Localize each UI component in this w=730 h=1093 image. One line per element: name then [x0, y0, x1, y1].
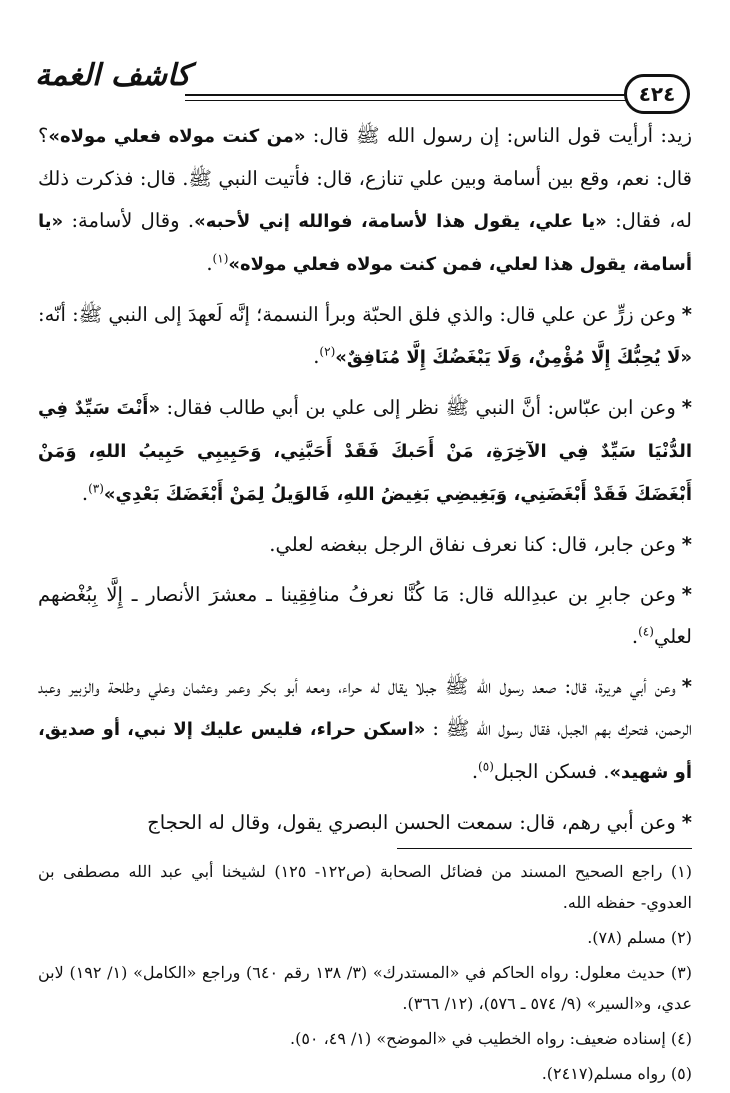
text-span: وعن أبي هريرة، قال: صعد رسول الله ﷺ جبلا يقال له حراء، ومعه أبو بكر وعمر وعثمان وعلي وطلحة والزبير وعبد الرحمن، فتحرك بهم الجبل، فقال رسول الله ﷺ : [38, 675, 692, 740]
footnote-ref: (٤) [638, 624, 654, 639]
asterisk-icon: * [681, 396, 692, 419]
footnote: (٢) مسلم (٧٨). [587, 928, 692, 947]
hadith-quote: «يا أسامة، يقول هذا لعلي، فمن كنت مولاه فعلي مولاه» [38, 211, 692, 275]
page-number: ٤٢٤ [624, 74, 690, 114]
hadith-quote: «اسكن حراء، فليس عليك إلا نبي، أو صديق، أو شهيد» [38, 719, 692, 783]
text-span: وعن ابن عبّاس: أنَّ النبي ﷺ نظر إلى علي بن أبي طالب فقال: [160, 396, 676, 419]
paragraph [38, 524, 692, 566]
text-span: . فسكن الجبل [493, 760, 610, 783]
text-span: . [471, 760, 479, 783]
text-span: . [81, 482, 89, 505]
page-header [35, 56, 690, 106]
paragraph [38, 387, 692, 516]
paragraph [38, 666, 692, 794]
paragraph [38, 802, 692, 844]
footnote-ref: (٥) [478, 759, 494, 774]
book-title: كاشف الغمة [35, 58, 191, 93]
hadith-quote: «أَنْتَ سَيِّدٌ فِي الدُّنْيَا سَيِّدٌ فِي الآخِرَةِ، مَنْ أَحَبكَ فَقَدْ أَحَبَّنِي، وَحَبِيبِي حَبِيبُ اللهِ، وَمَنْ أَبْغَضَكَ فَقَدْ أَبْغَضَنِي، وَبَغِيضِي بَغِيضُ اللهِ، فَالوَيلُ لِمَنْ أَبْغَضَكَ بَعْدِي» [38, 398, 692, 505]
text-span: ؟ قال: نعم، وقع بين أسامة وبين علي تنازع، قال: فأتيت النبي ﷺ. قال: فذكرت ذلك له، فقال: [38, 124, 692, 232]
footnote-ref: (٣) [88, 481, 104, 496]
text-span: زيد: أرأيت قول الناس: إن رسول الله ﷺ قال: [305, 124, 692, 147]
footnote: (١) راجع الصحيح المسند من فضائل الصحابة (ص١٢٢- ١٢٥) لشيخنا أبي عبد الله مصطفى بن العدوي- حفظه الله. [38, 862, 693, 912]
text-span: . وقال لأسامة: [63, 209, 195, 232]
main-text [38, 115, 692, 852]
hadith-quote: «من كنت مولاه فعلي مولاه» [48, 126, 306, 147]
text-span: . [206, 252, 213, 275]
asterisk-icon: * [681, 303, 692, 326]
text-span: وعن زرٍّ عن علي قال: والذي فلق الحبّة وبرأ النسمة؛ إنَّه لَعهدَ إلى النبي ﷺ: أنّه: [38, 303, 676, 326]
header-rule [185, 94, 630, 96]
asterisk-icon: * [681, 533, 692, 556]
footnotes [38, 856, 692, 1093]
footnote: (٥) رواه مسلم(٢٤١٧). [541, 1064, 692, 1083]
footnote-ref: (٢) [319, 344, 336, 359]
paragraph [38, 574, 692, 658]
footnote-separator [397, 848, 692, 849]
hadith-quote: «لَا يُحِبُّكَ إِلَّا مُؤْمِنٌ، وَلَا يَبْغَضُكَ إِلَّا مُنَافِقٌ» [335, 347, 692, 368]
asterisk-icon: * [681, 811, 692, 834]
footnote-ref: (١) [212, 251, 229, 266]
footnote: (٤) إسناده ضعيف: رواه الخطيب في «الموضح» (١/ ٤٩، ٥٠). [289, 1029, 692, 1048]
paragraph [38, 294, 692, 379]
asterisk-icon: * [681, 583, 692, 606]
text-span: . [313, 345, 320, 368]
text-span: . [631, 625, 639, 648]
text-span: وعن جابرِ بن عبدِالله قال: مَا كُنَّا نعرفُ منافِقِينا ـ معشرَ الأنصار ـ إِلَّا بِبُغْضهم لعلي [38, 583, 692, 648]
hadith-quote: «يا علي، يقول هذا لأسامة، فوالله إني لأحبه» [194, 211, 607, 232]
footnote: (٣) حديث معلول: رواه الحاكم في «المستدرك» (٣/ ١٣٨ رقم ٦٤٠) وراجع «الكامل» (١/ ١٩٢) لابن عدي، و«السير» (٩/ ٥٧٤ ـ ٥٧٦)، (١٢/ ٣٦٦). [38, 963, 692, 1013]
asterisk-icon: * [681, 675, 692, 698]
paragraph [38, 115, 692, 286]
text-span: وعن أبي رهم، قال: سمعت الحسن البصري يقول، وقال له الحجاج [147, 811, 676, 834]
text-span: وعن جابر، قال: كنا نعرف نفاق الرجل ببغضه لعلي. [269, 533, 676, 556]
